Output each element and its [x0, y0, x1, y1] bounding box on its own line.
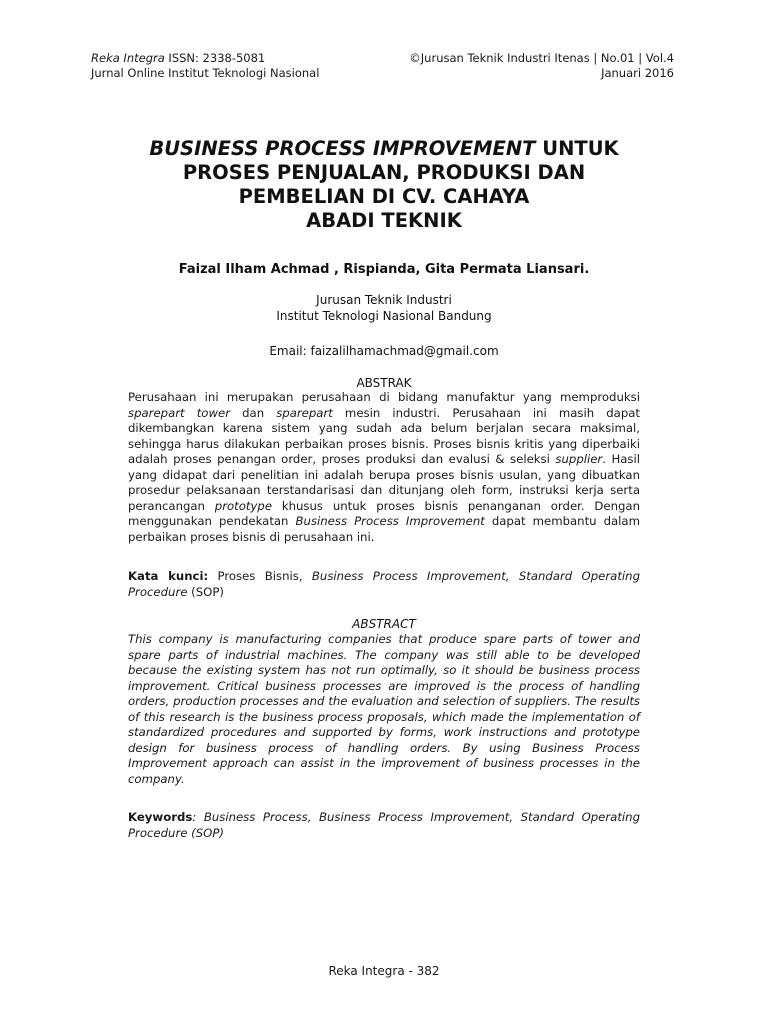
journal-header-left	[91, 51, 319, 81]
journal-name: Reka Integra	[91, 51, 165, 65]
keywords-label: Keywords	[128, 810, 193, 824]
copyright-issue: ©Jurusan Teknik Industri Itenas | No.01 | Vol.4	[409, 51, 674, 65]
abstrak-text: khusus untuk proses bisnis penanganan order. Dengan menggunakan pendekatan	[128, 498, 640, 528]
kata-kunci-text: Proses Bisnis,	[208, 569, 312, 583]
title-line3: PEMBELIAN DI CV. CAHAYA	[238, 185, 530, 208]
issue-date: Januari 2016	[601, 66, 674, 80]
title-line4: ABADI TEKNIK	[306, 209, 462, 232]
kata-kunci-text: (SOP)	[187, 584, 224, 599]
abstrak-body	[128, 390, 640, 545]
title-line1-rest: UNTUK	[535, 137, 619, 160]
keywords	[128, 810, 640, 841]
abstrak-text: . Hasil yang didapat dari penelitian ini adalah berupa proses bisnis usulan, yang dibuatkan prosedur pelaksanaan terstandarisasi dan ditunjang oleh form, instruksi kerja serta perancangan	[128, 452, 641, 513]
affiliation	[100, 292, 668, 324]
issn: ISSN: 2338-5081	[164, 51, 266, 65]
journal-header-right	[409, 51, 674, 81]
abstrak-italic: sparepart tower	[128, 405, 231, 420]
journal-issn-line	[91, 51, 319, 66]
title-line2: PROSES PENJUALAN, PRODUKSI DAN	[182, 161, 586, 184]
journal-subtitle: Jurnal Online Institut Teknologi Nasional	[91, 66, 320, 80]
abstrak-italic: Business Process Improvement	[295, 514, 485, 528]
authors: Faizal Ilham Achmad , Rispianda, Gita Permata Liansari.	[178, 262, 590, 277]
affiliation-dept: Jurusan Teknik Industri	[316, 293, 452, 307]
affiliation-inst: Institut Teknologi Nasional Bandung	[276, 309, 492, 323]
abstract-body: This company is manufacturing companies that produce spare parts of tower and spare parts of industrial machines. The company was still able to be developed because the existing system has not run optimally, so it should be business process improvement. Critical business processes are improved is the process of handling orders, production processes and the evaluation and selection of suppliers. The results of this research is the business process proposals, which made the implementation of standardized procedures and supported by forms, work instructions and prototype design for business process of handling orders. By using Business Process Improvement approach can assist in the improvement of business processes in the company.	[128, 632, 640, 786]
page-footer: Reka Integra - 382	[328, 964, 440, 978]
abstrak-text: dapat membantu dalam perbaikan proses bisnis di perusahaan ini.	[128, 514, 640, 544]
kata-kunci	[128, 569, 640, 600]
abstrak-text: mesin industri. Perusahaan ini masih dapat dikembangkan karena sistem yang sudah ada belum berjalan secara maksimal, sehingga harus dilakukan perbaikan proses bisnis. Proses bisnis kritis yang diperbaiki adalah proses penangan order, proses produksi dan evalusi & seleksi	[128, 405, 641, 466]
abstrak-italic: prototype	[214, 498, 273, 513]
abstract-heading: ABSTRACT	[352, 617, 416, 631]
kata-kunci-italic: Business Process Improvement, Standard Operating Procedure	[128, 569, 640, 599]
abstrak-heading: ABSTRAK	[356, 376, 412, 390]
abstrak-text: dan	[230, 405, 277, 420]
abstrak-italic: sparepart	[276, 405, 333, 420]
paper-title	[100, 137, 668, 233]
abstrak-text: Perusahaan ini merupakan perusahaan di bidang manufaktur yang memproduksi	[128, 390, 640, 404]
abstrak-italic: supplier	[555, 452, 603, 466]
keywords-text: : Business Process, Business Process Improvement, Standard Operating Procedure (SOP)	[128, 810, 640, 840]
title-italic: BUSINESS PROCESS IMPROVEMENT	[149, 137, 536, 160]
kata-kunci-label: Kata kunci:	[128, 569, 209, 583]
author-email: Email: faizalilhamachmad@gmail.com	[269, 344, 499, 358]
